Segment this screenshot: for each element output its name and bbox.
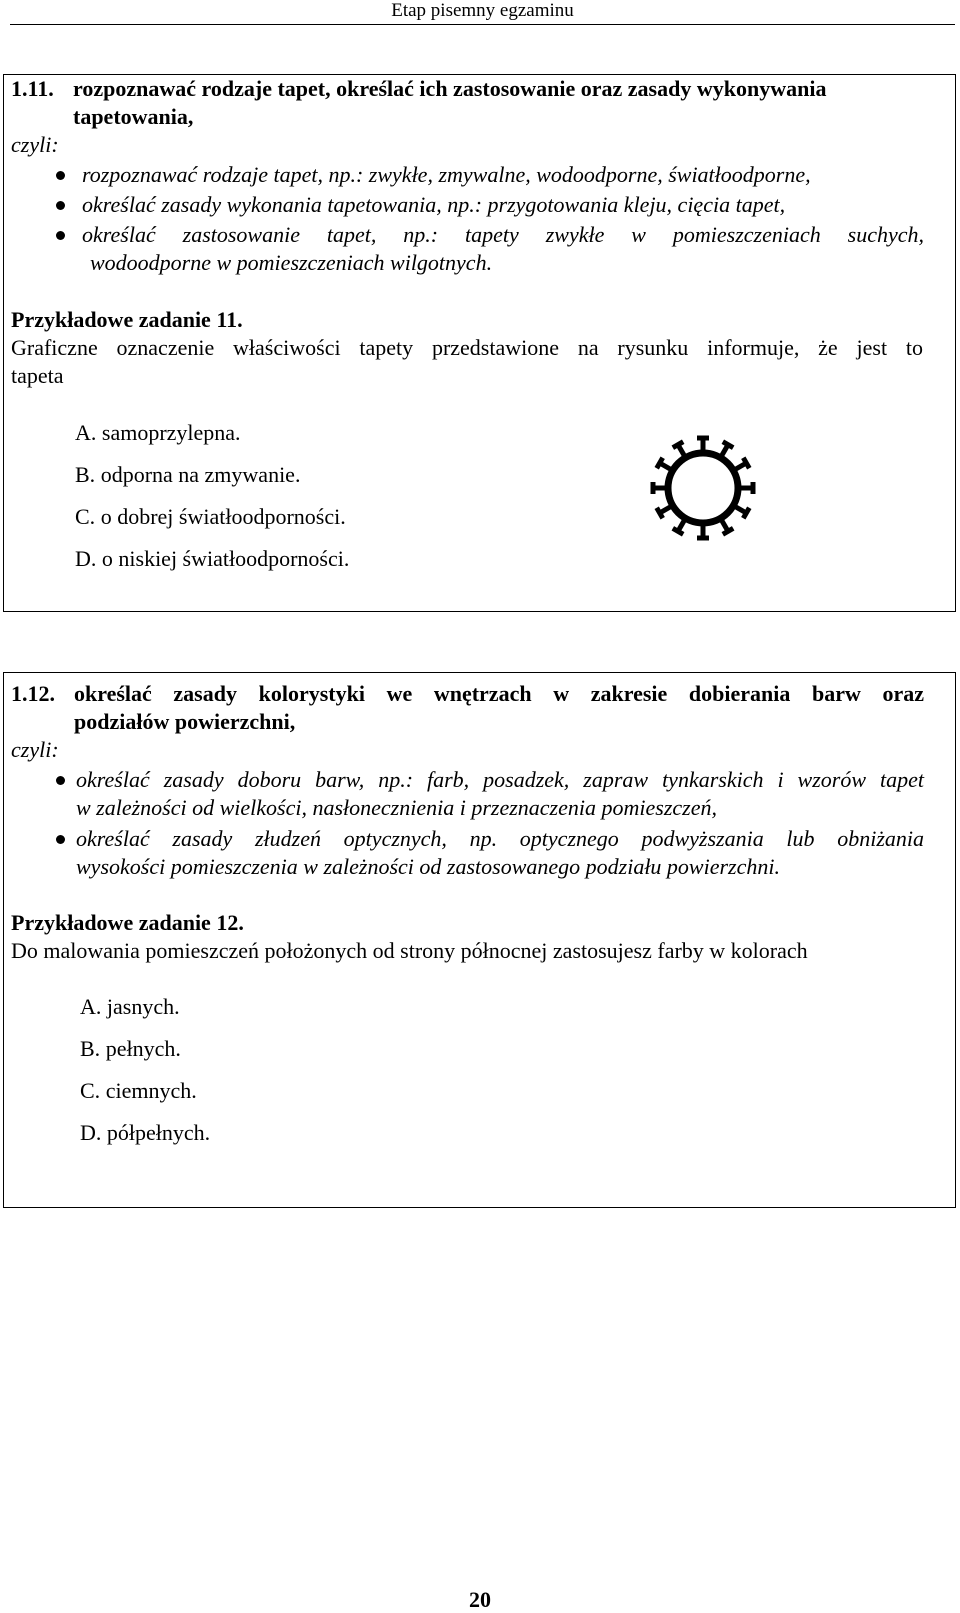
section-number: 1.11.: [11, 76, 54, 101]
bullet-item: określać zastosowanie tapet, np.: tapety zwykłe w pomieszczeniach suchych,: [82, 222, 924, 247]
option-letter: B.: [75, 462, 96, 487]
bullet-dot: [56, 231, 65, 240]
sun-lightfastness-icon: [648, 433, 758, 543]
answer-option-d[interactable]: [75, 545, 349, 573]
bullet-item-continuation: w zależności od wielkości, nasłonecznienia i przeznaczenia pomieszczeń,: [76, 795, 717, 820]
section-number: 1.12.: [11, 681, 55, 706]
option-letter: D.: [80, 1120, 102, 1145]
bullet-item: określać zasady doboru barw, np.: farb, posadzek, zapraw tynkarskich i wzorów tapet: [76, 767, 924, 792]
section-title-line2: tapetowania,: [73, 104, 194, 129]
option-letter: A.: [80, 994, 102, 1019]
bullet-dot: [56, 835, 65, 844]
section-title-line2: podziałów powierzchni,: [74, 709, 296, 734]
answer-option-c[interactable]: [80, 1077, 197, 1105]
option-text: o dobrej światłoodporności.: [100, 504, 346, 529]
bullet-dot: [56, 201, 65, 210]
question-text: Do malowania pomieszczeń położonych od strony północnej zastosujesz farby w kolorach: [11, 938, 808, 963]
section-title-line1: rozpoznawać rodzaje tapet, określać ich zastosowanie oraz zasady wykonywania: [73, 76, 827, 101]
czyli-label: czyli:: [11, 132, 59, 157]
bullet-dot: [56, 171, 65, 180]
czyli-label: czyli:: [11, 737, 59, 762]
bullet-item-continuation: wodoodporne w pomieszczeniach wilgotnych.: [90, 250, 493, 275]
bullet-item-continuation: wysokości pomieszczenia w zależności od zastosowanego podziału powierzchni.: [76, 854, 780, 879]
option-letter: B.: [80, 1036, 101, 1061]
option-letter: A.: [75, 420, 97, 445]
section-1-11-box: [3, 74, 956, 612]
bullet-item: rozpoznawać rodzaje tapet, np.: zwykłe, zmywalne, wodoodporne, światłoodporne,: [82, 162, 811, 187]
section-1-12-box: [3, 672, 956, 1208]
answer-option-a[interactable]: [80, 993, 180, 1021]
page-number: 20: [469, 1587, 491, 1612]
section-title-line1: określać zasady kolorystyki we wnętrzach w zakresie dobierania barw oraz: [74, 681, 924, 706]
option-text: pełnych.: [105, 1036, 181, 1061]
bullet-item: określać zasady wykonania tapetowania, np.: przygotowania kleju, cięcia tapet,: [82, 192, 786, 217]
option-text: ciemnych.: [105, 1078, 197, 1103]
option-text: odporna na zmywanie.: [100, 462, 301, 487]
question-line1: Graficzne oznaczenie właściwości tapety przedstawione na rysunku informuje, że jest to: [11, 335, 923, 360]
option-text: o niskiej światłoodporności.: [101, 546, 350, 571]
option-letter: D.: [75, 546, 97, 571]
header-title: Etap pisemny egzaminu: [391, 0, 574, 21]
answer-option-b[interactable]: [75, 461, 300, 489]
option-letter: C.: [75, 504, 96, 529]
bullet-item: określać zasady złudzeń optycznych, np. optycznego podwyższania lub obniżania: [76, 826, 924, 851]
answer-option-c[interactable]: [75, 503, 346, 531]
answer-option-b[interactable]: [80, 1035, 181, 1063]
task-title: Przykładowe zadanie 11.: [11, 307, 243, 332]
question-line2: tapeta: [11, 363, 64, 388]
page-header: [10, 0, 955, 25]
option-letter: C.: [80, 1078, 101, 1103]
option-text: jasnych.: [106, 994, 180, 1019]
bullet-dot: [56, 776, 65, 785]
answer-option-d[interactable]: [80, 1119, 210, 1147]
option-text: samoprzylepna.: [101, 420, 241, 445]
task-title: Przykładowe zadanie 12.: [11, 910, 244, 935]
option-text: półpełnych.: [106, 1120, 211, 1145]
answer-option-a[interactable]: [75, 419, 241, 447]
